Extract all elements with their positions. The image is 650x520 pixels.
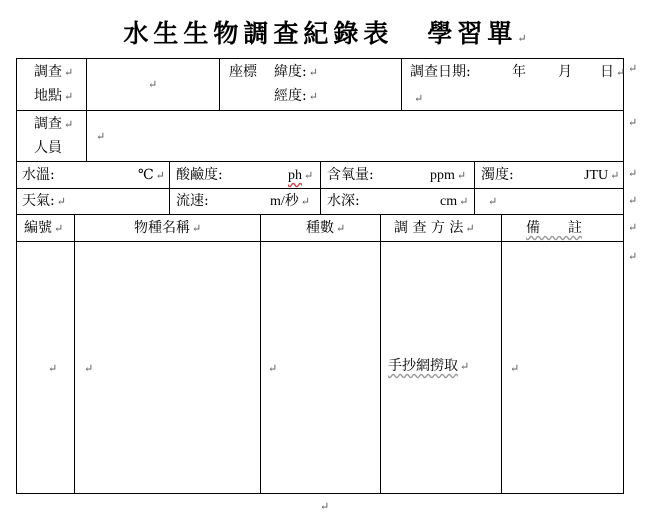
staff-label: 人員 (34, 140, 62, 156)
header-species-name: 物種名稱 ↵ (134, 220, 202, 236)
col-divider (219, 58, 220, 110)
row-divider (16, 110, 624, 111)
water-temp-unit: ℃ ↵ (138, 167, 165, 183)
row-divider (16, 241, 624, 242)
col-divider (169, 161, 170, 214)
turbidity-label: 濁度: (481, 167, 514, 183)
ph-unit: ph ↵ (288, 168, 314, 183)
date-year[interactable]: 年 (512, 64, 526, 80)
oxygen-unit: ppm ↵ (430, 168, 467, 183)
staff-label: 調查 ↵ (34, 116, 74, 132)
row-end-mark: ↵ (628, 62, 638, 75)
location-input[interactable]: ↵ (148, 78, 158, 91)
row-end-mark: ↵ (628, 116, 638, 129)
paragraph-mark: ↵ (320, 500, 330, 513)
longitude-field[interactable]: 經度: ↵ (274, 88, 318, 104)
table-border-right (623, 58, 624, 494)
date-month[interactable]: 月 (558, 64, 572, 80)
turbidity-unit: JTU ↵ (584, 168, 620, 183)
cell-remarks[interactable]: ↵ (510, 362, 520, 375)
col-divider (474, 161, 475, 214)
weather-label: 天氣: ↵ (22, 193, 66, 209)
col-divider (380, 214, 381, 494)
cell-id[interactable]: ↵ (48, 362, 58, 375)
survey-date-label: 調查日期: (410, 64, 471, 80)
date-day[interactable]: 日 ↵ (600, 64, 626, 80)
col-divider (320, 161, 321, 214)
depth-label: 水深: (327, 193, 360, 209)
date-input[interactable]: ↵ (414, 92, 424, 105)
record-form-table (16, 58, 624, 494)
cell-species-name[interactable]: ↵ (84, 362, 94, 375)
oxygen-label: 含氧量: (327, 167, 374, 183)
table-border-top (16, 58, 624, 59)
header-survey-method: 調 查 方 法 ↵ (394, 220, 475, 236)
latitude-field[interactable]: 緯度: ↵ (274, 64, 318, 80)
table-border-bottom (16, 493, 624, 494)
coordinates-label: 座標 (229, 64, 257, 80)
water-temp-label: 水溫: (22, 167, 55, 183)
row-end-mark: ↵ (628, 194, 638, 207)
cell-survey-method[interactable]: 手抄網撈取 ↵ (388, 358, 470, 374)
col-divider (501, 214, 502, 494)
row-end-mark: ↵ (628, 221, 638, 234)
location-label: 調查 ↵ (34, 64, 74, 80)
flow-label: 流速: (176, 193, 209, 209)
col-divider (401, 58, 402, 110)
header-id: 編號 ↵ (24, 220, 64, 236)
depth-unit: cm ↵ (440, 194, 469, 209)
cell-species-count[interactable]: ↵ (268, 362, 278, 375)
row-end-mark: ↵ (628, 250, 638, 263)
staff-input[interactable]: ↵ (96, 130, 106, 143)
col-divider (74, 214, 75, 494)
col-divider (260, 214, 261, 494)
ph-label: 酸鹼度: (176, 167, 223, 183)
document-title: 水生生物調查紀錄表 學習單↵ (123, 19, 527, 48)
header-species-count: 種數 ↵ (306, 220, 346, 236)
col-divider (86, 58, 87, 161)
table-border-left (16, 58, 17, 494)
flow-unit: m/秒 ↵ (270, 194, 310, 209)
extra-input[interactable]: ↵ (488, 195, 498, 208)
location-label: 地點 ↵ (34, 88, 74, 104)
row-divider (16, 214, 624, 215)
row-end-mark: ↵ (628, 167, 638, 180)
header-remarks: 備 註 (526, 220, 582, 236)
